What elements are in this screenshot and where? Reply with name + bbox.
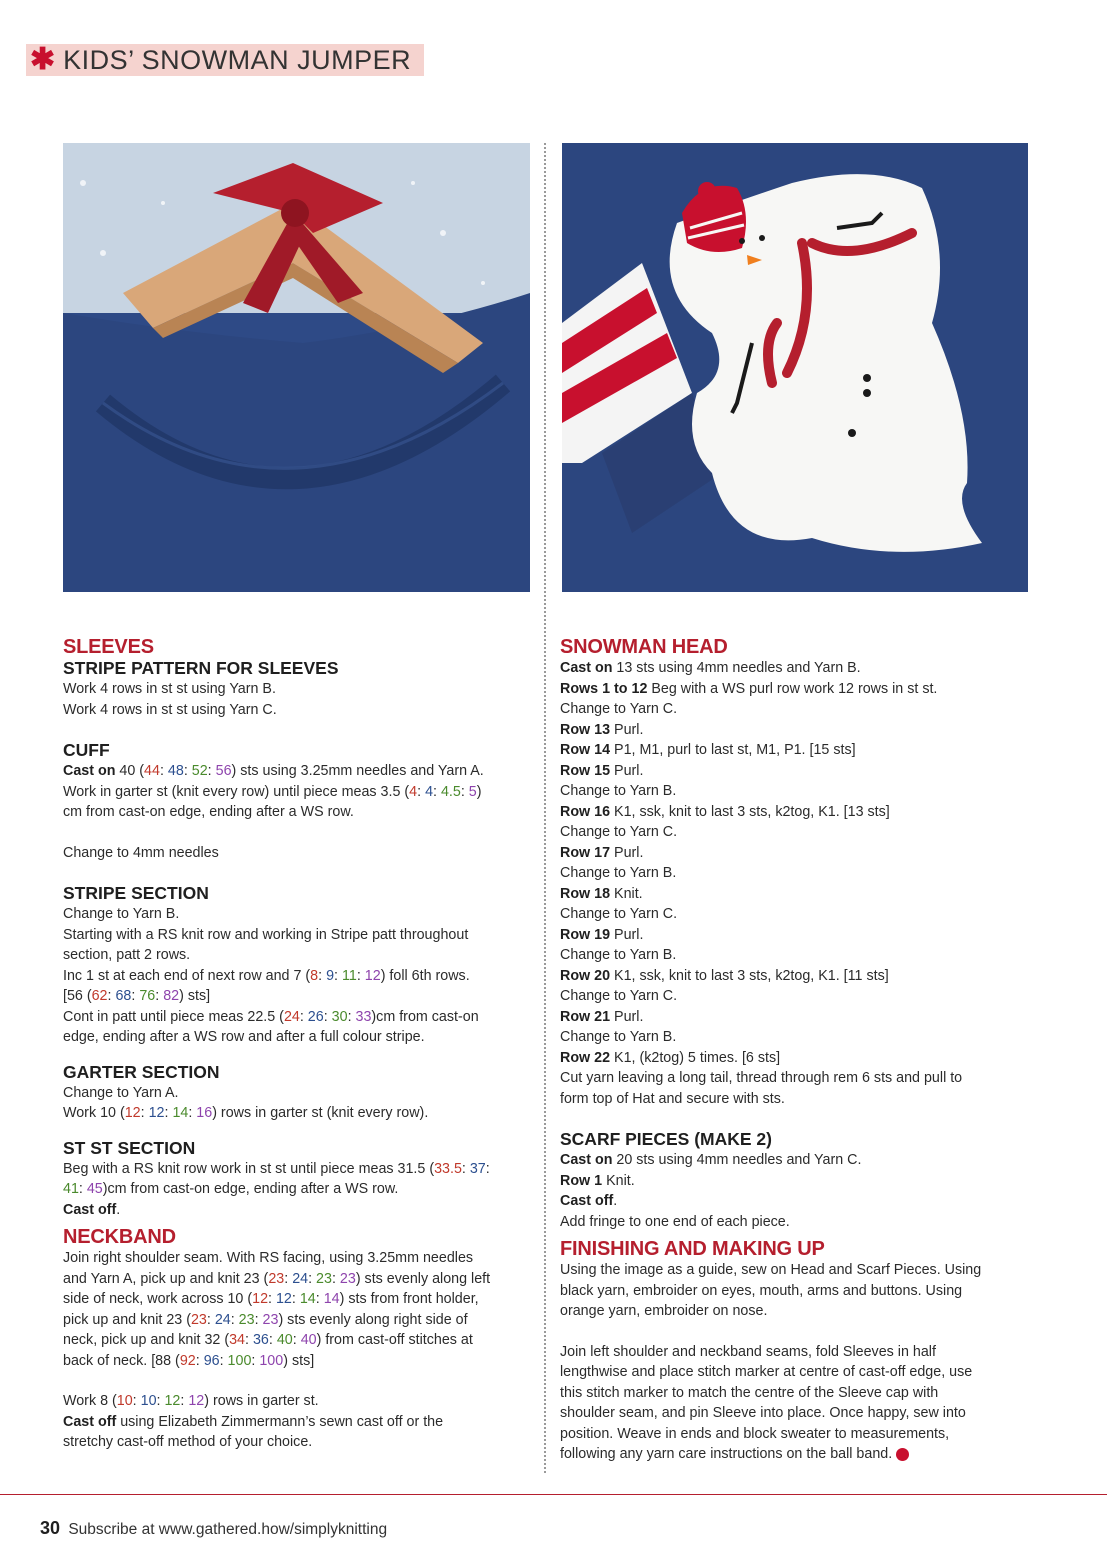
finishing-line-1: Using the image as a guide, sew on Head and Scarf Pieces. Using — [560, 1262, 982, 1278]
head-change-b: Change to Yarn B. — [560, 783, 677, 799]
head-row-19: Row 19 Purl. — [560, 926, 644, 943]
heading-neckband: NECKBAND — [63, 1226, 176, 1248]
stripe-cont-end: edge, ending after a WS row and after a full colour stripe. — [63, 1029, 425, 1045]
stripe-line-1: Change to Yarn B. — [63, 906, 180, 922]
stripe-line-3: section, patt 2 rows. — [63, 947, 191, 963]
head-change-c: Change to Yarn C. — [560, 701, 678, 717]
head-row-20: Row 20 K1, ssk, knit to last 3 sts, k2tog, K1. [11 sts] — [560, 967, 889, 984]
stripe-cont: Cont in patt until piece meas 22.5 (24: 26: 30: 33)cm from cast-on — [63, 1008, 479, 1025]
neckband-work: Work 8 (10: 10: 12: 12) rows in garter st. — [63, 1393, 319, 1409]
stripe-inc: Inc 1 st at each end of next row and 7 (8: 9: 11: 12) foll 6th rows. — [63, 967, 470, 984]
heading-finishing: FINISHING AND MAKING UP — [560, 1238, 825, 1260]
scarf-fringe: Add fringe to one end of each piece. — [560, 1213, 790, 1230]
stst-cast-off: Cast off. — [63, 1201, 121, 1218]
scarf-row-1: Row 1 Knit. — [560, 1172, 635, 1189]
cuff-cast-on: Cast on 40 (44: 48: 52: 56) sts using 3.25mm needles and Yarn A. — [63, 763, 484, 779]
stripe-line-2: Starting with a RS knit row and working in Stripe patt throughout — [63, 926, 469, 943]
left-column — [63, 636, 525, 1453]
heading-stripe-pattern: STRIPE PATTERN FOR SLEEVES — [63, 658, 339, 678]
head-cut-2: form top of Hat and secure with sts. — [560, 1090, 785, 1107]
head-change-b: Change to Yarn B. — [560, 865, 677, 881]
finishing-line-7: shoulder seam, and pin Sleeve into place. Once happy, sew into — [560, 1405, 966, 1421]
neckband-cast-off-end: stretchy cast-off method of your choice. — [63, 1434, 313, 1450]
head-rows-1-12: Rows 1 to 12 Beg with a WS purl row work 12 rows in st st. — [560, 680, 938, 697]
head-row-17: Row 17 Purl. — [560, 844, 644, 861]
stripe-pattern-line-2: Work 4 rows in st st using Yarn C. — [63, 701, 277, 718]
neckband-line-1: Join right shoulder seam. With RS facing, using 3.25mm needles — [63, 1250, 474, 1266]
neckband-line-6: back of neck. [88 (92: 96: 100: 100) sts] — [63, 1352, 315, 1369]
head-change-c: Change to Yarn C. — [560, 988, 678, 1004]
neckband-line-2: and Yarn A, pick up and knit 23 (23: 24: 23: 23) sts evenly along left — [63, 1270, 491, 1287]
photo-jumper-neckline — [63, 143, 530, 592]
head-row-16: Row 16 K1, ssk, knit to last 3 sts, k2tog, K1. [13 sts] — [560, 803, 890, 820]
head-row-18: Row 18 Knit. — [560, 885, 643, 902]
page-number: 30 — [40, 1518, 61, 1538]
head-change-b: Change to Yarn B. — [560, 947, 677, 963]
stripe-pattern-line-1: Work 4 rows in st st using Yarn B. — [63, 681, 276, 697]
head-change-c: Change to Yarn C. — [560, 906, 678, 922]
finishing-line-3: orange yarn, embroider on nose. — [560, 1303, 768, 1319]
finishing-line-4: Join left shoulder and neckband seams, fold Sleeves in half — [560, 1343, 936, 1360]
stripe-total: [56 (62: 68: 76: 82) sts] — [63, 988, 211, 1004]
head-change-b: Change to Yarn B. — [560, 1029, 677, 1045]
stst-line-1: Beg with a RS knit row work in st st until piece meas 31.5 (33.5: 37: — [63, 1160, 490, 1177]
asterisk-icon: ✱ — [30, 43, 56, 76]
head-row-13: Row 13 Purl. — [560, 721, 644, 738]
head-cast-on: Cast on 13 sts using 4mm needles and Yarn B. — [560, 660, 861, 676]
photo-snowman-motif — [562, 143, 1028, 592]
head-change-c: Change to Yarn C. — [560, 824, 678, 840]
head-cut-1: Cut yarn leaving a long tail, thread through rem 6 sts and pull to — [560, 1070, 963, 1086]
heading-garter-section: GARTER SECTION — [63, 1061, 220, 1082]
cuff-garter-end: cm from cast-on edge, ending after a WS row. — [63, 804, 354, 820]
right-column — [560, 636, 1022, 1465]
head-row-21: Row 21 Purl. — [560, 1008, 644, 1025]
neckband-cast-off: Cast off using Elizabeth Zimmermann’s sewn cast off or the — [63, 1413, 444, 1430]
stst-line-2: 41: 45)cm from cast-on edge, ending after a WS row. — [63, 1181, 399, 1197]
garter-line-2: Work 10 (12: 12: 14: 16) rows in garter st (knit every row). — [63, 1105, 429, 1121]
column-divider — [544, 143, 546, 1473]
neckband-line-5: neck, pick up and knit 32 (34: 36: 40: 40) from cast-off stitches at — [63, 1332, 473, 1348]
head-row-22: Row 22 K1, (k2tog) 5 times. [6 sts] — [560, 1049, 781, 1066]
heading-scarf-pieces: SCARF PIECES (MAKE 2) — [560, 1129, 772, 1149]
cuff-garter: Work in garter st (knit every row) until piece meas 3.5 (4: 4: 4.5: 5) — [63, 783, 482, 800]
footer-rule — [0, 1494, 1107, 1495]
finishing-line-8: position. Weave in ends and block sweater to measurements, — [560, 1425, 950, 1442]
head-row-14: Row 14 P1, M1, purl to last st, M1, P1. [15 sts] — [560, 742, 856, 758]
finishing-line-2: black yarn, embroider on eyes, mouth, arms and buttons. Using — [560, 1282, 963, 1299]
heading-stripe-section: STRIPE SECTION — [63, 883, 209, 903]
finishing-line-5: lengthwise and place stitch marker at centre of cast-off edge, use — [560, 1364, 973, 1380]
head-row-15: Row 15 Purl. — [560, 762, 644, 779]
section-header — [26, 44, 424, 76]
subscribe-link[interactable]: Subscribe at www.gathered.how/simplyknitting — [68, 1521, 388, 1538]
heading-sleeves: SLEEVES — [63, 636, 154, 658]
footer — [40, 1518, 387, 1539]
heading-cuff: CUFF — [63, 740, 110, 760]
heading-stst-section: ST ST SECTION — [63, 1137, 196, 1158]
garter-line-1: Change to Yarn A. — [63, 1084, 179, 1101]
cuff-change-needles: Change to 4mm needles — [63, 844, 219, 861]
finishing-line-9: following any yarn care instructions on the ball band. — [560, 1444, 1022, 1465]
finishing-line-6: this stitch marker to match the centre of the Sleeve cap with — [560, 1384, 939, 1401]
page-title: KIDS’ SNOWMAN JUMPER — [63, 44, 412, 75]
scarf-cast-off: Cast off. — [560, 1193, 618, 1209]
neckband-line-3: side of neck, work across 10 (12: 12: 14: 14) sts from front holder, — [63, 1291, 479, 1307]
yarn-ball-icon — [896, 1448, 909, 1461]
scarf-cast-on: Cast on 20 sts using 4mm needles and Yarn C. — [560, 1152, 862, 1168]
neckband-line-4: pick up and knit 23 (23: 24: 23: 23) sts evenly along right side of — [63, 1311, 468, 1328]
heading-snowman-head: SNOWMAN HEAD — [560, 636, 728, 658]
